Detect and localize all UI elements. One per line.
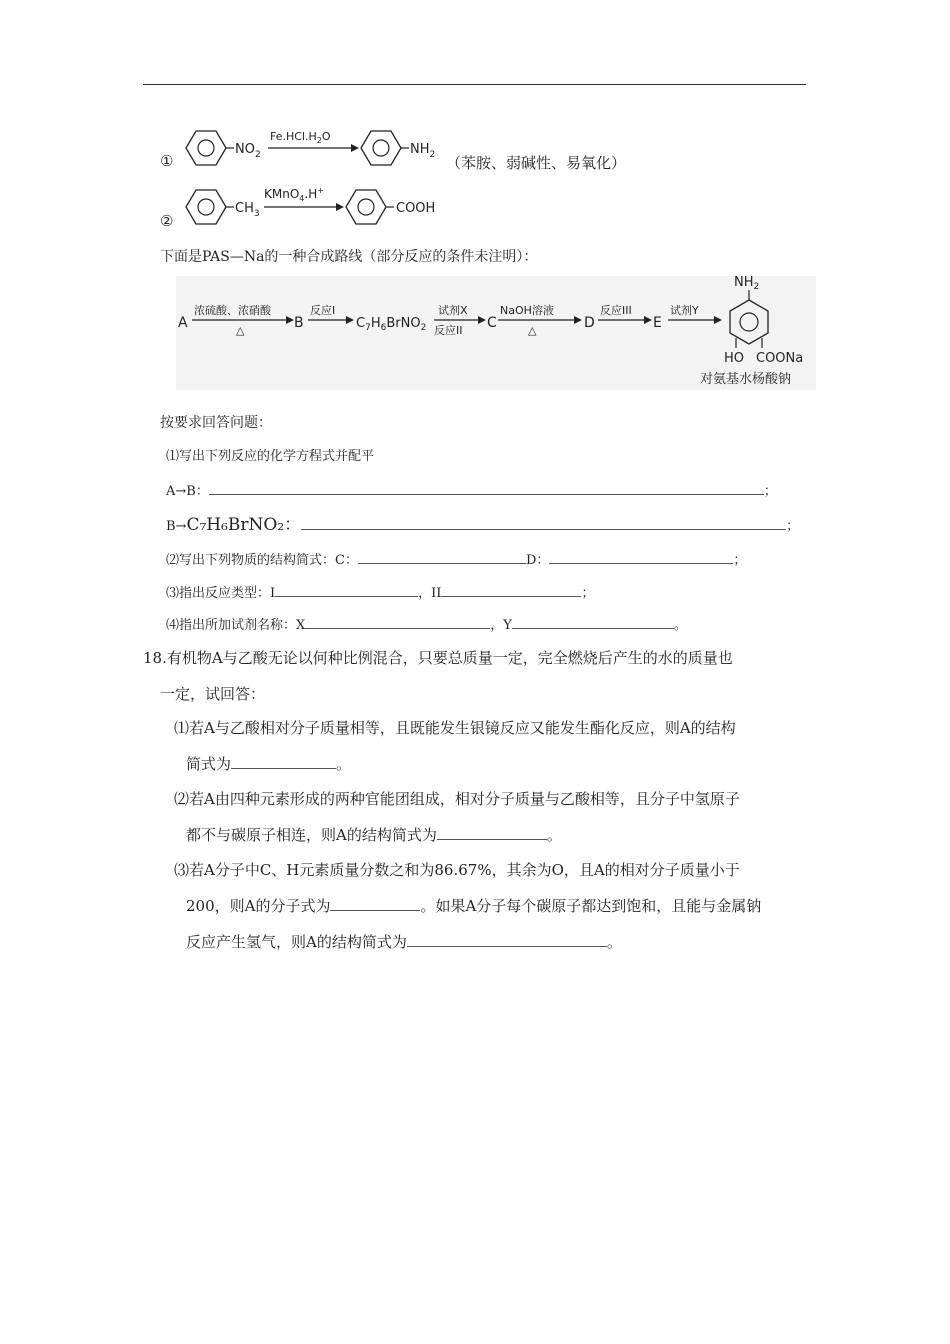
answer-blank-c[interactable] <box>358 549 526 564</box>
reaction-1-number: ① <box>160 152 174 170</box>
route-intermediate-formula: $C_7H_6BrNO_2$ <box>356 316 427 333</box>
benzene-ring-icon <box>346 190 386 224</box>
svg-text:反应III: 反应III <box>600 304 632 317</box>
reaction-2-number: ② <box>160 212 174 230</box>
svg-text:试剂X: 试剂X <box>438 304 468 317</box>
answer-blank-x[interactable] <box>305 614 490 629</box>
route-e: E <box>653 315 662 331</box>
reaction-1-note: （苯胺、弱碱性、易氧化） <box>446 154 627 172</box>
answer-blank-y[interactable] <box>512 614 674 629</box>
answer-blank-18-3b[interactable] <box>407 932 607 947</box>
svg-text:试剂Y: 试剂Y <box>670 304 699 317</box>
svg-text:NO2: $NO_2$ <box>235 142 261 160</box>
svg-text:HO: HO <box>724 351 745 366</box>
svg-text:COOH: COOH <box>396 201 436 216</box>
svg-text:△: △ <box>528 324 537 337</box>
q18-sub2-line1: ⑵若A由四种元素形成的两种官能团组成，相对分子质量与乙酸相等，且分子中氢原子 <box>174 790 740 808</box>
benzene-ring-icon <box>730 300 768 344</box>
reaction-arrow-icon <box>192 316 294 324</box>
svg-text:反应I: 反应I <box>310 304 336 317</box>
reaction-2-scheme <box>176 180 466 236</box>
q17-part4: ⑷指出所加试剂名称：X ，Y 。 <box>166 614 687 633</box>
q17-part3: ⑶指出反应类型：I ，II ； <box>166 582 594 601</box>
route-b: B <box>294 315 304 331</box>
svg-text:CH3: $CH_3$ <box>235 201 260 219</box>
q18-sub2-line2: 都不与碳原子相连，则A的结构简式为 。 <box>186 826 562 844</box>
reaction-arrow-icon <box>434 316 486 324</box>
svg-text:NH2: $NH_2$ <box>410 142 436 160</box>
reaction-arrow-icon <box>668 316 722 324</box>
q17-part1: ⑴写出下列反应的化学方程式并配平 <box>166 449 375 464</box>
route-d: D <box>584 315 595 331</box>
svg-text:Fe.HCl.H2O: $Fe.HCl.H_2O$ <box>270 130 331 145</box>
answer-blank-b[interactable] <box>301 515 786 530</box>
q18-sub3-line2: 200，则A的分子式为 。如果A分子每个碳原子都达到饱和，且能与金属钠 <box>186 897 762 915</box>
q18-sub1-line2: 简式为 。 <box>186 755 352 773</box>
svg-text:NH2: $NH_2$ <box>734 275 760 292</box>
answer-blank-type1[interactable] <box>275 582 418 597</box>
answer-blank-18-1[interactable] <box>231 754 336 769</box>
svg-text:NaOH溶液: NaOH溶液 <box>500 304 554 317</box>
reaction-1-scheme <box>176 118 466 180</box>
benzene-ring-icon <box>361 131 401 165</box>
answer-blank-d[interactable] <box>549 549 733 564</box>
q18-sub3-line1: ⑶若A分子中C、H元素质量分数之和为86.67%，其余为O，且A的相对分子质量小于 <box>174 861 740 879</box>
svg-text:反应II: 反应II <box>434 324 463 337</box>
header-rule <box>143 84 806 85</box>
reaction-arrow-icon <box>308 316 354 324</box>
q18-line1: 18.有机物A与乙酸无论以何种比例混合，只要总质量一定，完全燃烧后产生的水的质量也 <box>143 649 733 667</box>
reaction-arrow-icon <box>498 316 582 324</box>
reaction-arrow-icon <box>268 144 359 152</box>
route-intro: 下面是PAS—Na的一种合成路线（部分反应的条件未注明）： <box>160 249 538 265</box>
benzene-ring-icon <box>186 131 226 165</box>
answer-blank-18-2[interactable] <box>437 825 547 840</box>
q17-b-line: B→C₇H₆BrNO₂： ； <box>166 515 800 535</box>
reaction-arrow-icon <box>598 316 652 324</box>
q18-sub1-line1: ⑴若A与乙酸相对分子质量相等，且既能发生银镜反应又能发生酯化反应，则A的结构 <box>174 719 736 737</box>
route-a: A <box>178 315 188 331</box>
q17-intro: 按要求回答问题： <box>160 415 272 431</box>
answer-blank-ab[interactable] <box>209 480 764 495</box>
product-name: 对氨基水杨酸钠 <box>700 372 792 387</box>
route-c: C <box>487 315 497 331</box>
benzene-ring-icon <box>186 190 226 224</box>
q17-ab-line: A→B： ； <box>166 480 777 499</box>
answer-blank-18-3a[interactable] <box>330 896 420 911</box>
answer-blank-type2[interactable] <box>441 582 581 597</box>
reaction-arrow-icon <box>264 203 344 211</box>
q18-sub3-line3: 反应产生氢气，则A的结构简式为 。 <box>186 933 622 951</box>
svg-text:COONa: COONa <box>756 351 804 366</box>
synthesis-route <box>176 268 816 392</box>
q18-line2: 一定，试回答： <box>160 685 266 703</box>
q17-part2: ⑵写出下列物质的结构简式：C： D： ； <box>166 549 746 568</box>
svg-text:△: △ <box>236 324 245 337</box>
svg-text:浓硫酸、浓硝酸: 浓硫酸、浓硝酸 <box>194 304 271 317</box>
svg-text:KMnO4.H+: KMnO$_4$.H+ <box>264 186 324 203</box>
